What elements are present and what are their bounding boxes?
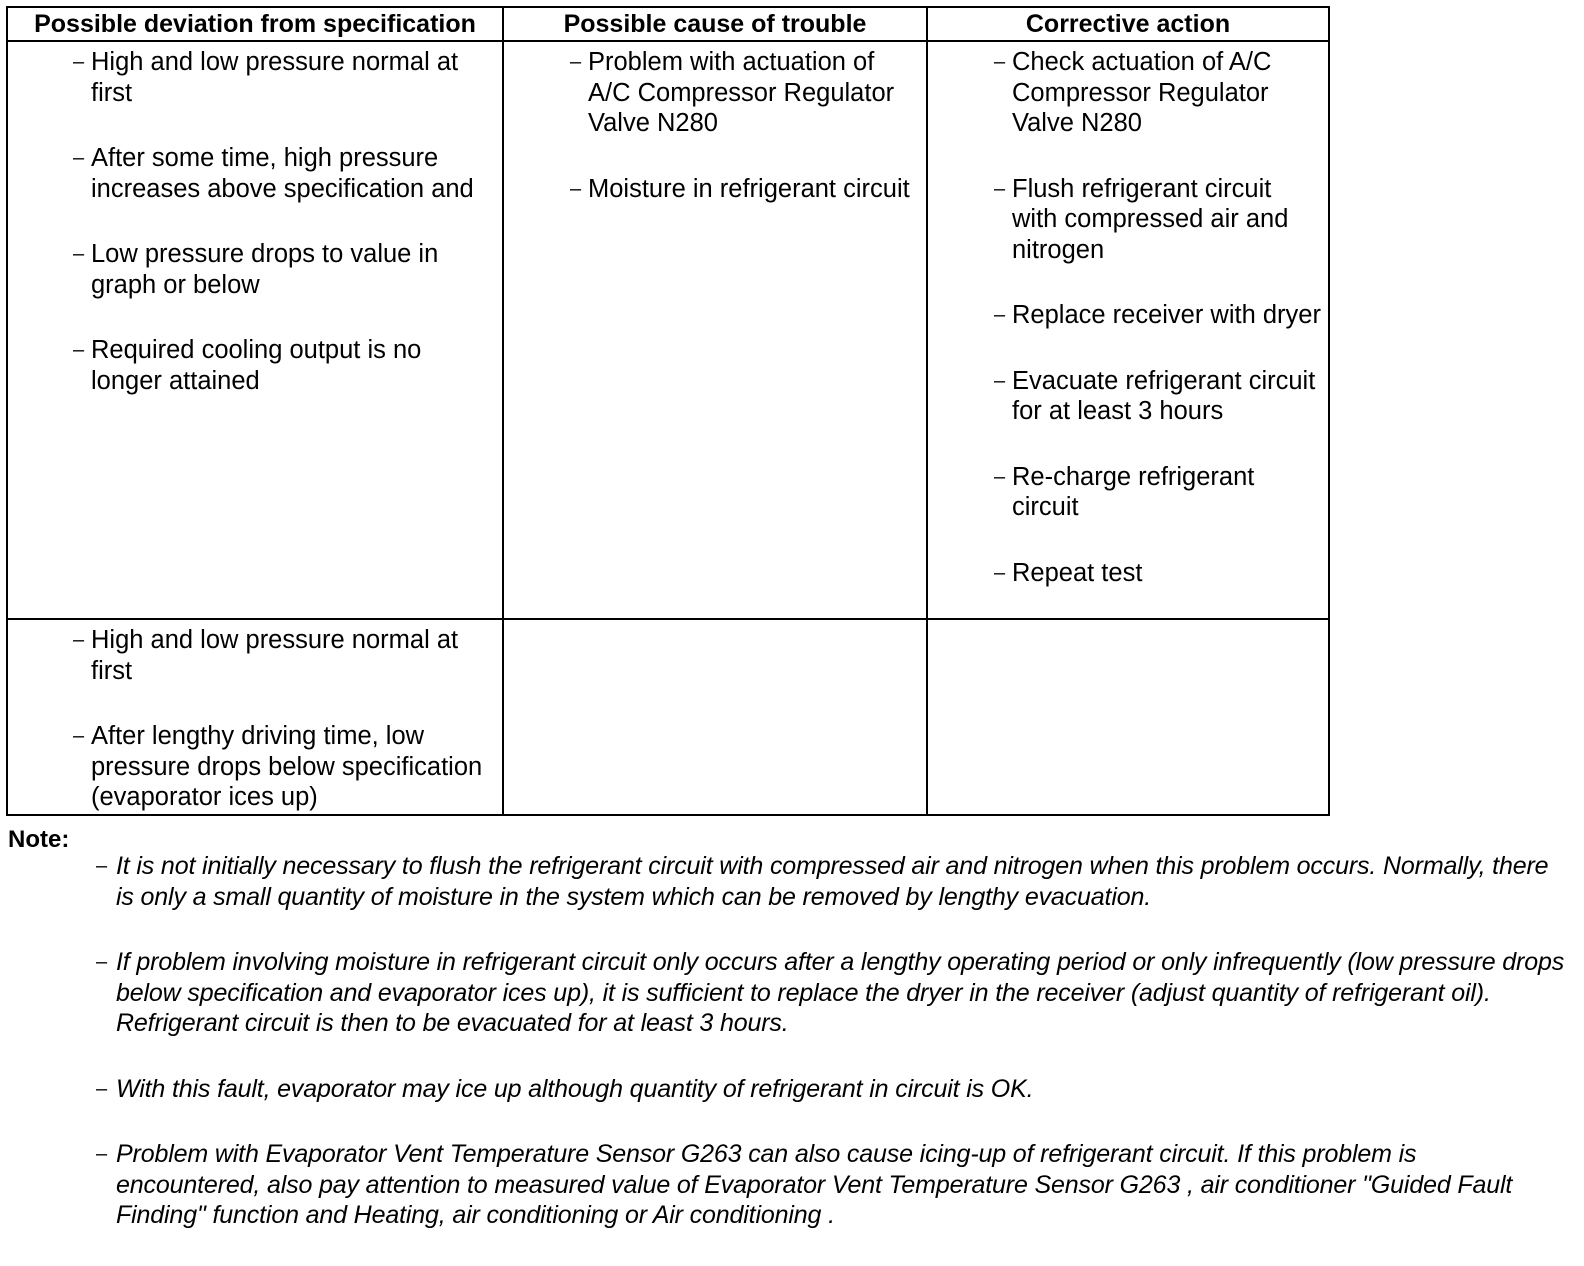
dash-icon: –	[994, 51, 1006, 73]
dash-icon: –	[96, 951, 107, 973]
list-item-text: Flush refrigerant circuit with compressed air and nitrogen	[1012, 174, 1289, 264]
list-item-text: Low pressure drops to value in graph or below	[91, 240, 439, 299]
deviation-list	[8, 620, 502, 813]
note-item	[96, 851, 1566, 912]
note-item	[96, 947, 1566, 1039]
dash-icon: –	[73, 339, 85, 361]
note-section	[96, 851, 1566, 1266]
note-title: Note:	[8, 826, 70, 853]
list-item	[73, 625, 494, 686]
note-item	[96, 1139, 1566, 1231]
dash-icon: –	[73, 243, 85, 265]
note-item-text: With this fault, evaporator may ice up although quantity of refrigerant in circuit is OK.	[116, 1074, 1034, 1103]
list-item-text: After lengthy driving time, low pressure drops below specification (evaporator ices up)	[91, 722, 483, 811]
list-item-text: After some time, high pressure increases above specification and	[91, 144, 474, 203]
dash-icon: –	[96, 855, 107, 877]
dash-icon: –	[994, 369, 1006, 392]
list-item	[994, 366, 1322, 427]
list-item-text: Replace receiver with dryer	[1012, 301, 1321, 329]
troubleshooting-table	[6, 6, 1330, 816]
list-item-text: Required cooling output is no longer attained	[91, 336, 422, 395]
list-item-text: Repeat test	[1012, 558, 1143, 587]
cause-cell	[503, 619, 927, 815]
list-item	[994, 174, 1322, 266]
list-item-text: Problem with actuation of A/C Compressor Regulator Valve N280	[588, 48, 895, 137]
list-item	[73, 335, 494, 396]
dash-icon: –	[96, 1143, 107, 1165]
list-item-text: High and low pressure normal at first	[91, 626, 459, 685]
list-item-text: Check actuation of A/C Compressor Regulator Valve N280	[1012, 48, 1272, 137]
cause-list	[504, 42, 926, 204]
cause-cell	[503, 41, 927, 619]
deviation-cell	[7, 619, 503, 815]
list-item-text: Moisture in refrigerant circuit	[588, 174, 910, 203]
list-item	[73, 143, 494, 204]
dash-icon: –	[73, 629, 85, 651]
note-list	[96, 851, 1566, 1231]
list-item	[994, 462, 1322, 523]
list-item-text: Re-charge refrigerant circuit	[1012, 462, 1255, 521]
dash-icon: –	[994, 465, 1006, 488]
dash-icon: –	[994, 304, 1006, 326]
list-item-text: High and low pressure normal at first	[91, 48, 459, 107]
list-item	[994, 300, 1322, 331]
dash-icon: –	[73, 725, 85, 747]
list-item	[73, 47, 494, 108]
list-item	[73, 721, 494, 813]
note-item-text: Problem with Evaporator Vent Temperature Sensor G263 can also cause icing-up of refrigerant circuit. If this problem is encountered, also pay attention to measured value of Evaporator Vent Temperature Sensor G263 , air conditioner "Guided Fault Finding" function and Heating, air conditioning or Air conditioning .	[116, 1140, 1513, 1229]
note-item	[96, 1074, 1566, 1105]
list-item	[994, 558, 1322, 589]
action-cell	[927, 619, 1329, 815]
list-item	[73, 239, 494, 300]
list-item	[570, 47, 920, 139]
list-item	[570, 174, 920, 205]
dash-icon: –	[994, 561, 1006, 584]
table-row	[7, 619, 1329, 815]
deviation-list	[8, 42, 502, 396]
table-header-row	[7, 7, 1329, 41]
dash-icon: –	[73, 147, 85, 169]
table-row	[7, 41, 1329, 619]
dash-icon: –	[994, 177, 1006, 200]
dash-icon: –	[73, 51, 85, 73]
dash-icon: –	[96, 1077, 107, 1100]
header-cause: Possible cause of trouble	[503, 7, 927, 41]
list-item-text: Evacuate refrigerant circuit for at least 3 hours	[1012, 366, 1316, 425]
note-item-text: If problem involving moisture in refrigerant circuit only occurs after a lengthy operating period or only infrequently (low pressure drops below specification and evaporator ices up), it is sufficient to replace the dryer in the receiver (adjust quantity of refrigerant oil). Refrigerant circuit is then to be evacuated for at least 3 hours.	[116, 948, 1565, 1037]
list-item	[994, 47, 1322, 139]
note-item-text: It is not initially necessary to flush the refrigerant circuit with compressed air and nitrogen when this problem occurs. Normally, there is only a small quantity of moisture in the system which can be removed by lengthy evacuation.	[116, 852, 1549, 911]
dash-icon: –	[570, 51, 582, 73]
action-cell	[927, 41, 1329, 619]
dash-icon: –	[570, 177, 582, 200]
header-action: Corrective action	[927, 7, 1329, 41]
action-list	[928, 42, 1328, 588]
header-deviation: Possible deviation from specification	[7, 7, 503, 41]
deviation-cell	[7, 41, 503, 619]
